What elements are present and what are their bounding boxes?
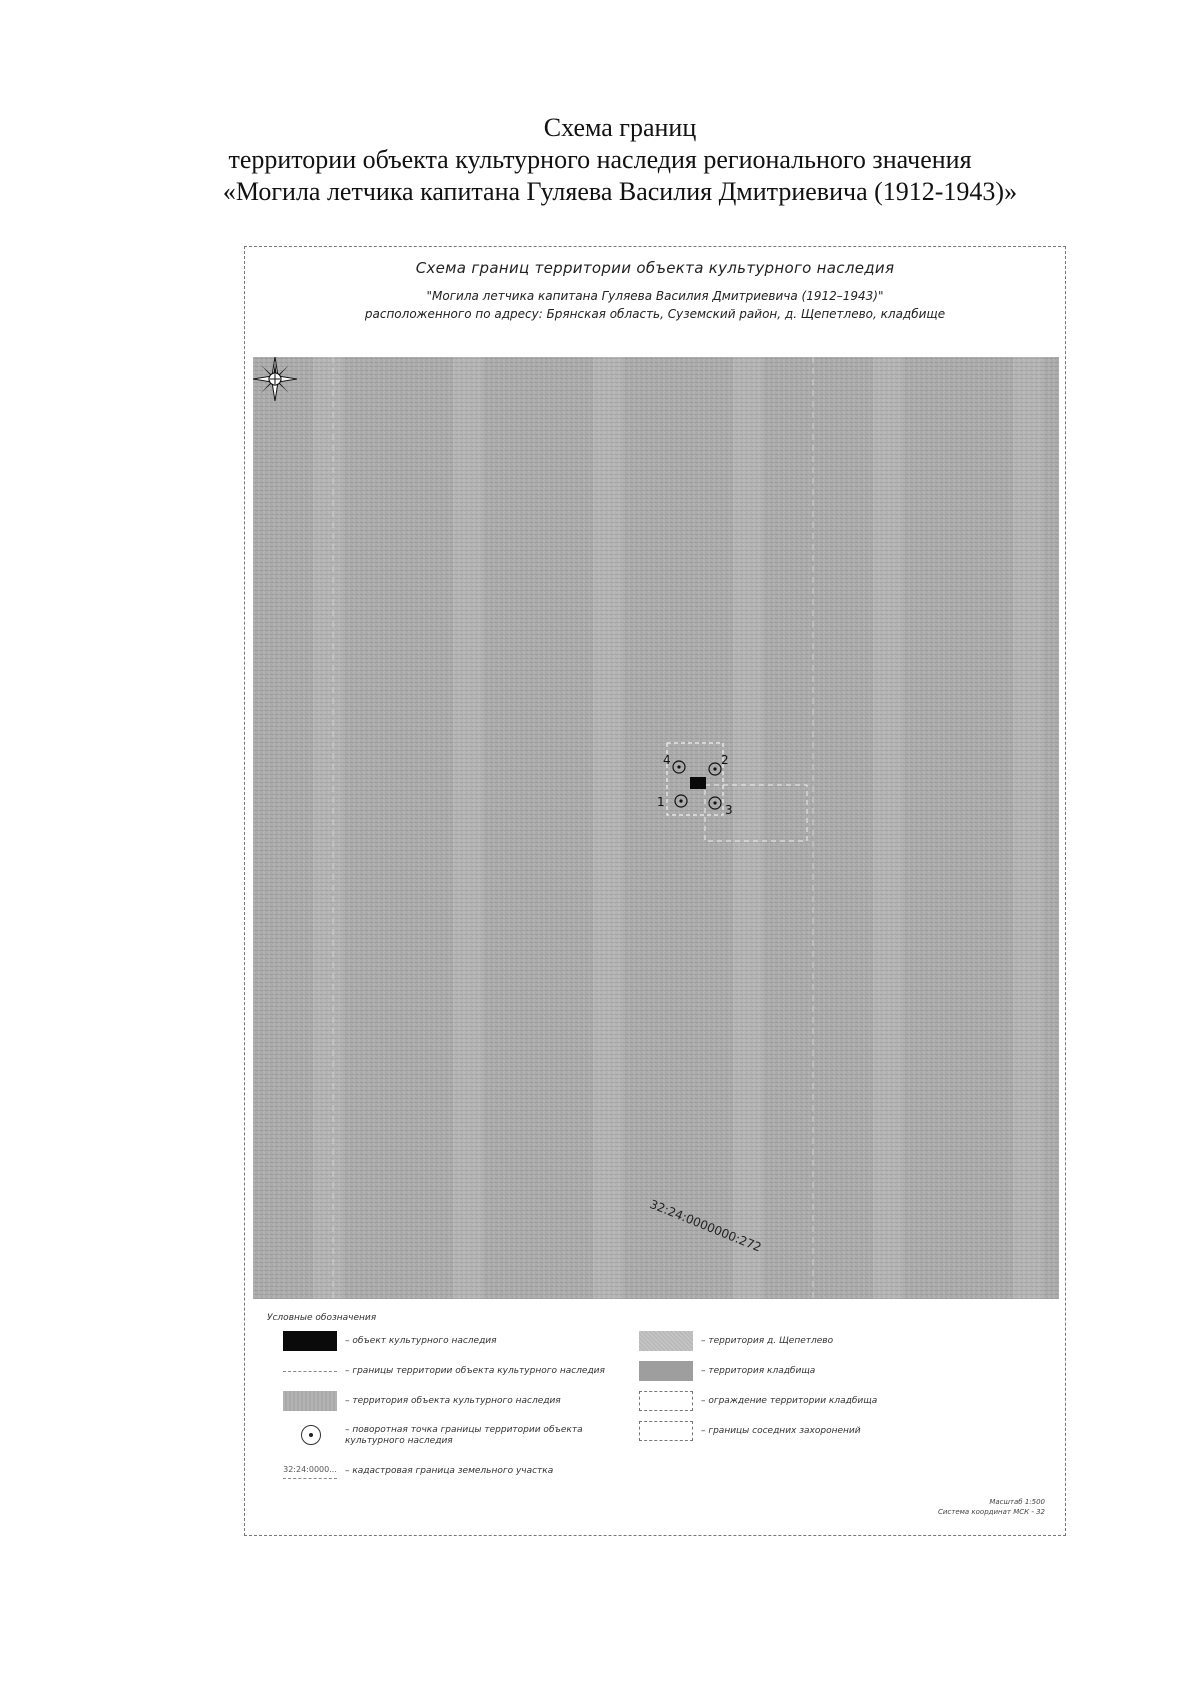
scale-text: Масштаб 1:500 — [989, 1498, 1045, 1506]
turning-point-icon — [301, 1425, 321, 1445]
title-line-2: территории объекта культурного наследия регионального значения — [228, 145, 972, 174]
point-label-2: 2 — [721, 753, 729, 767]
turning-point-2 — [673, 761, 685, 773]
heritage-object-grave — [690, 777, 706, 789]
turning-point-1 — [675, 795, 687, 807]
legend-symbol-light-grey — [639, 1331, 693, 1351]
legend-text: – территория д. Щепетлево — [701, 1336, 834, 1346]
legend-text: – кадастровая граница земельного участка — [345, 1466, 554, 1476]
point-label-3: 3 — [725, 803, 733, 817]
legend-symbol-dashed — [283, 1371, 337, 1372]
sheet-address: расположенного по адресу: Брянская область, Суземский район, д. Щепетлево, кладбище — [364, 307, 946, 321]
sheet-object-name: "Могила летчика капитана Гуляева Василия Дмитриевича (1912–1943)" — [426, 289, 884, 303]
legend-symbol-black — [283, 1331, 337, 1351]
legend-symbol-dashed-box — [639, 1421, 693, 1441]
legend-text: – границы соседних захоронений — [701, 1426, 861, 1436]
legend-text: – границы территории объекта культурного наследия — [345, 1366, 605, 1376]
map-area — [253, 357, 1059, 1299]
title-line-3: «Могила летчика капитана Гуляева Василия Дмитриевича (1912-1943)» — [222, 177, 1018, 206]
point-label-1: 1 — [657, 795, 665, 809]
legend-symbol-mid-grey — [639, 1361, 693, 1381]
legend — [259, 1307, 1053, 1523]
map-overlay — [253, 357, 1059, 1299]
neighbour-burial-boundary — [705, 785, 807, 841]
turning-point-4 — [709, 797, 721, 809]
cadastral-number-label: 32:24:0000000:272 — [647, 1197, 764, 1255]
sheet-header — [245, 247, 1065, 359]
legend-text: – объект культурного наследия — [345, 1336, 497, 1346]
legend-text: – территория кладбища — [701, 1366, 816, 1376]
scheme-sheet — [244, 246, 1066, 1536]
compass-rose-icon — [253, 357, 297, 401]
legend-symbol-dashed-box — [639, 1391, 693, 1411]
turning-point-3 — [709, 763, 721, 775]
legend-text: – территория объекта культурного наследия — [345, 1396, 561, 1406]
legend-symbol-grey — [283, 1391, 337, 1411]
map-stamp — [938, 1497, 1045, 1517]
legend-text: – ограждение территории кладбища — [701, 1396, 878, 1406]
coordinate-system-text: Система координат МСК - 32 — [937, 1508, 1045, 1516]
point-label-4: 4 — [663, 753, 671, 767]
legend-symbol-cadastral: 32:24:0000... — [283, 1465, 337, 1479]
legend-text: – поворотная точка границы территории объекта культурного наследия — [345, 1425, 583, 1446]
title-line-1: Схема границ — [543, 113, 697, 142]
legend-title: Условные обозначения — [267, 1313, 377, 1323]
document-title — [120, 112, 1080, 208]
sheet-heading: Схема границ территории объекта культурного наследия — [415, 259, 895, 277]
